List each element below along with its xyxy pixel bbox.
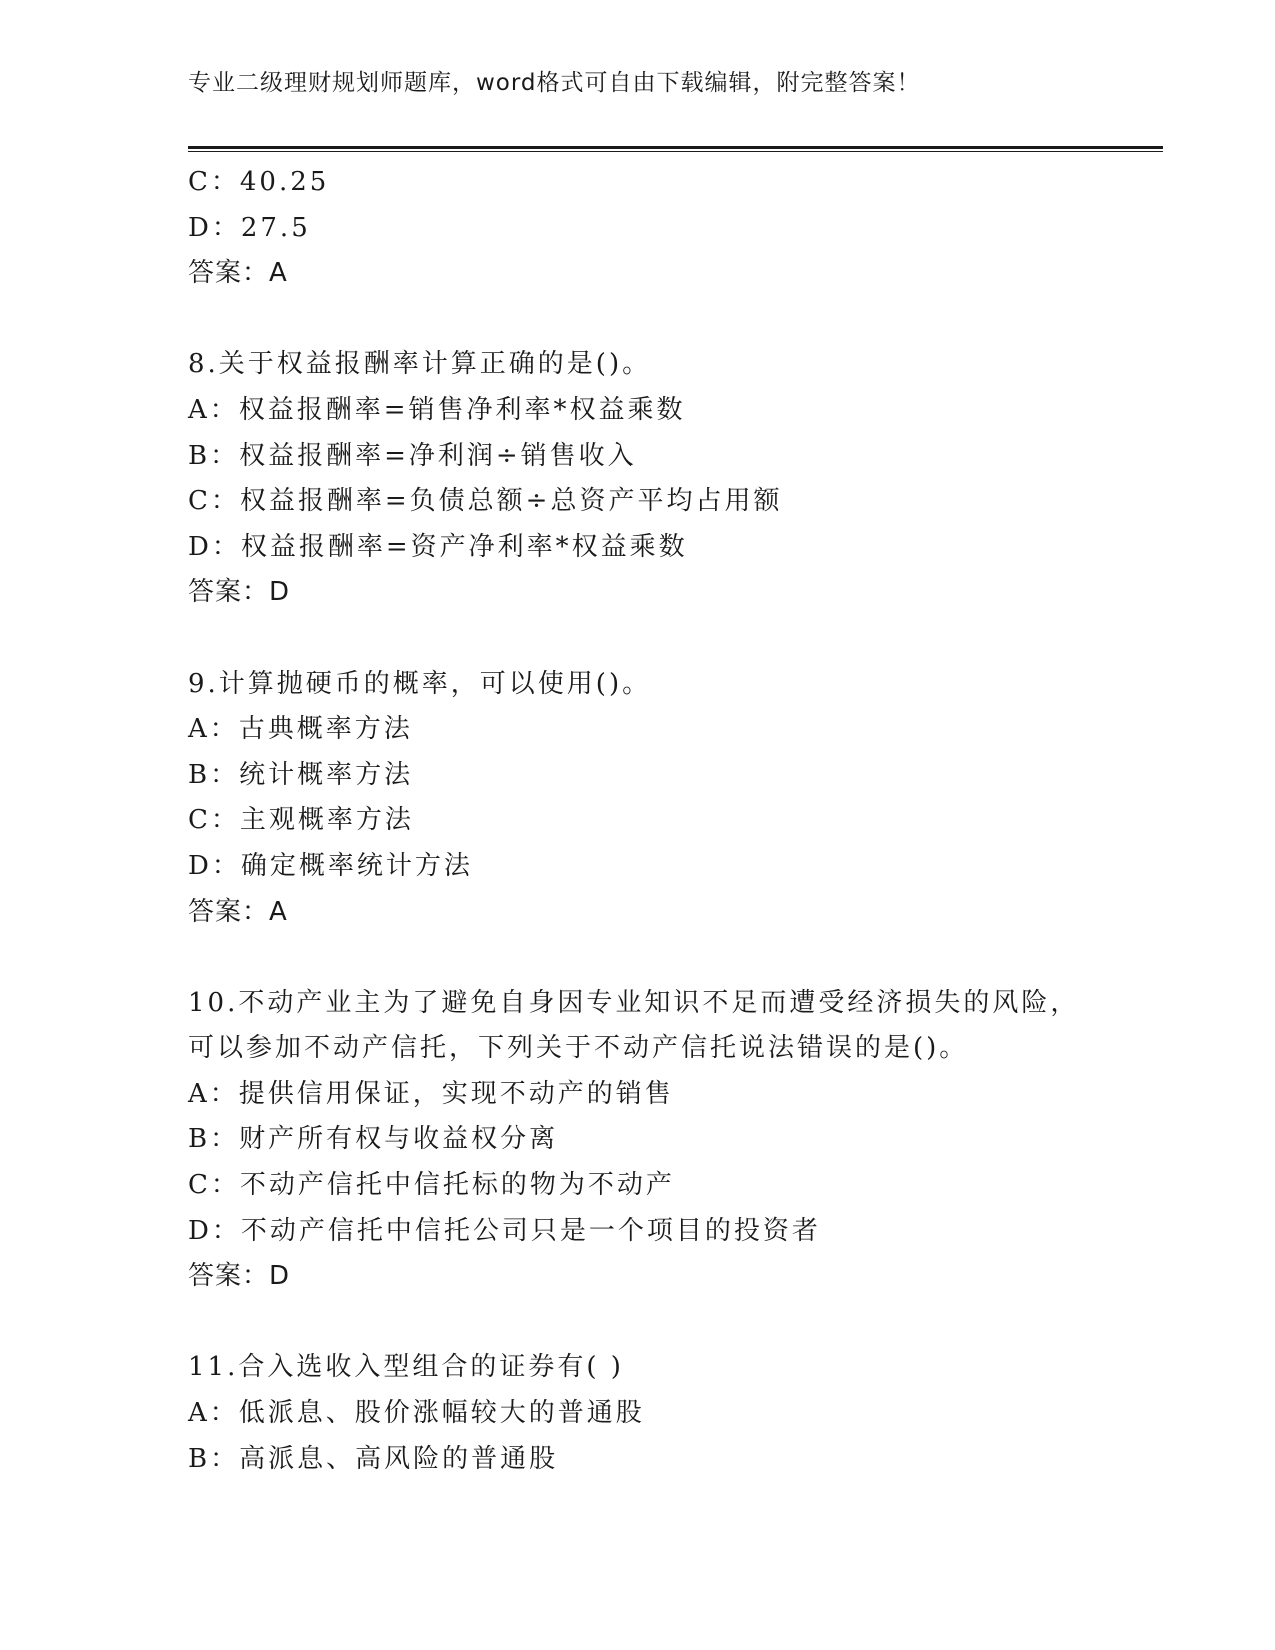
question-option: B：财产所有权与收益权分离 <box>188 1124 559 1155</box>
question-option: B：权益报酬率=净利润÷销售收入 <box>188 440 637 471</box>
question-answer: 答案：D <box>188 577 291 608</box>
question-option: C：权益报酬率=负债总额÷总资产平均占用额 <box>188 486 783 517</box>
question-option: B：统计概率方法 <box>188 759 414 790</box>
question-option: D：确定概率统计方法 <box>188 850 473 881</box>
question-option: B：高派息、高风险的普通股 <box>188 1443 559 1474</box>
question-stem: 10.不动产业主为了避免自身因专业知识不足而遭受经济损失的风险， <box>188 987 1080 1018</box>
question-stem: 11.合入选收入型组合的证券有( ) <box>188 1352 624 1383</box>
question-option: A：古典概率方法 <box>188 714 413 745</box>
question-stem: 可以参加不动产信托，下列关于不动产信托说法错误的是()。 <box>188 1033 969 1064</box>
question-answer: 答案：A <box>188 258 288 289</box>
question-option: A：低派息、股价涨幅较大的普通股 <box>188 1398 645 1429</box>
question-block <box>188 616 1163 935</box>
question-option: A：权益报酬率=销售净利率*权益乘数 <box>188 394 686 425</box>
question-spacer <box>188 616 1163 662</box>
header-rule-thick <box>188 146 1163 149</box>
question-option: A：提供信用保证，实现不动产的销售 <box>188 1078 674 1109</box>
question-option: D：27.5 <box>188 212 311 243</box>
question-spacer <box>188 935 1163 981</box>
question-option: C：不动产信托中信托标的物为不动产 <box>188 1170 675 1201</box>
header-rule-thin <box>188 151 1163 152</box>
question-block <box>188 160 1163 297</box>
question-option: C：40.25 <box>188 167 330 197</box>
question-spacer <box>188 297 1163 343</box>
question-block <box>188 935 1163 1300</box>
question-spacer <box>188 1300 1163 1346</box>
question-block <box>188 297 1163 616</box>
question-list <box>188 160 1163 1482</box>
question-block <box>188 1300 1163 1482</box>
question-answer: 答案：A <box>188 896 288 927</box>
question-option: D：权益报酬率=资产净利率*权益乘数 <box>188 531 688 562</box>
question-stem: 9.计算抛硬币的概率，可以使用()。 <box>188 668 652 699</box>
page-header: 专业二级理财规划师题库，word格式可自由下载编辑，附完整答案！ <box>188 70 921 96</box>
question-stem: 8.关于权益报酬率计算正确的是()。 <box>188 349 652 380</box>
question-answer: 答案：D <box>188 1261 291 1292</box>
question-option: D：不动产信托中信托公司只是一个项目的投资者 <box>188 1215 821 1246</box>
question-option: C：主观概率方法 <box>188 805 414 836</box>
